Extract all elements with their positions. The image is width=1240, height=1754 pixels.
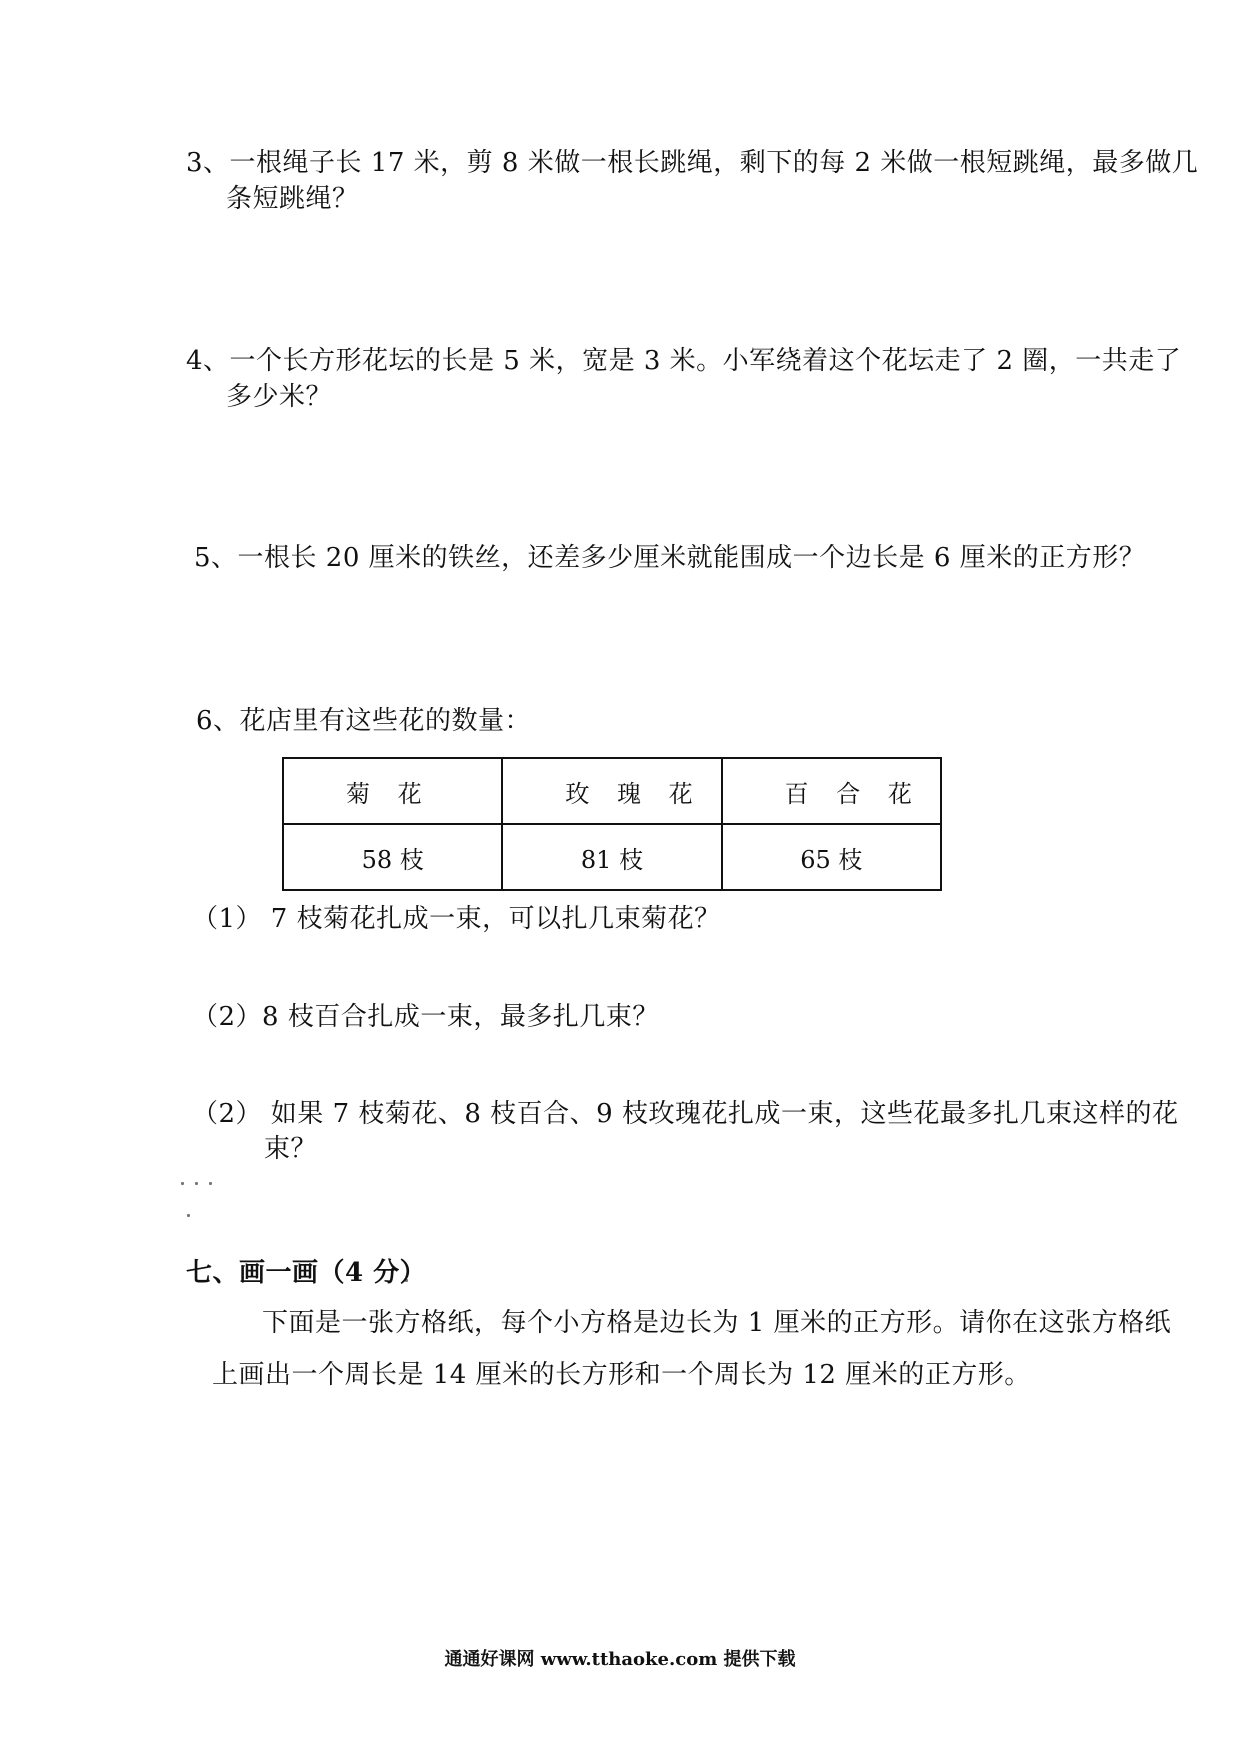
scan-speck [209, 1182, 212, 1185]
table-header-chrysanthemum: 菊 花 [283, 758, 502, 824]
table-header-row [283, 758, 941, 824]
question-6-sub-2: （2）8 枝百合扎成一束，最多扎几束？ [192, 1002, 659, 1032]
question-5-line-1: 5、一根长 20 厘米的铁丝，还差多少厘米就能围成一个边长是 6 厘米的正方形？ [194, 543, 1146, 573]
question-4-line-2: 多少米？ [226, 382, 333, 412]
table-value-row [283, 824, 941, 890]
section-7-title: 七、画一画（4 分） [186, 1258, 427, 1288]
scan-speck [181, 1182, 184, 1185]
table-value-lily: 65 枝 [722, 824, 941, 890]
question-6-sub-3-line-1: （2） 如果 7 枝菊花、8 枝百合、9 枝玫瑰花扎成一束，这些花最多扎几束这样的花 [192, 1099, 1179, 1129]
scan-speck [187, 1214, 190, 1217]
table-value-rose: 81 枝 [502, 824, 721, 890]
section-7-line-1: 下面是一张方格纸，每个小方格是边长为 1 厘米的正方形。请你在这张方格纸 [262, 1308, 1172, 1338]
scan-speck [195, 1182, 198, 1185]
table-value-chrysanthemum: 58 枝 [283, 824, 502, 890]
question-3-line-2: 条短跳绳？ [226, 184, 359, 214]
table-header-lily: 百 合 花 [722, 758, 941, 824]
question-4-line-1: 4、一个长方形花坛的长是 5 米，宽是 3 米。小军绕着这个花坛走了 2 圈，一共走了 [186, 346, 1182, 376]
page-footer: 通通好课网 www.tthaoke.com 提供下载 [444, 1649, 796, 1670]
section-7-line-2: 上画出一个周长是 14 厘米的长方形和一个周长为 12 厘米的正方形。 [212, 1360, 1031, 1390]
question-6-sub-1: （1） 7 枝菊花扎成一束，可以扎几束菊花？ [192, 904, 721, 934]
flower-count-table [282, 757, 942, 891]
table-header-rose: 玫 瑰 花 [502, 758, 721, 824]
question-6-intro: 6、花店里有这些花的数量： [196, 706, 532, 736]
question-6-sub-3-line-2: 束？ [264, 1134, 318, 1164]
question-3-line-1: 3、一根绳子长 17 米，剪 8 米做一根长跳绳，剩下的每 2 米做一根短跳绳，最多做几 [186, 148, 1199, 178]
